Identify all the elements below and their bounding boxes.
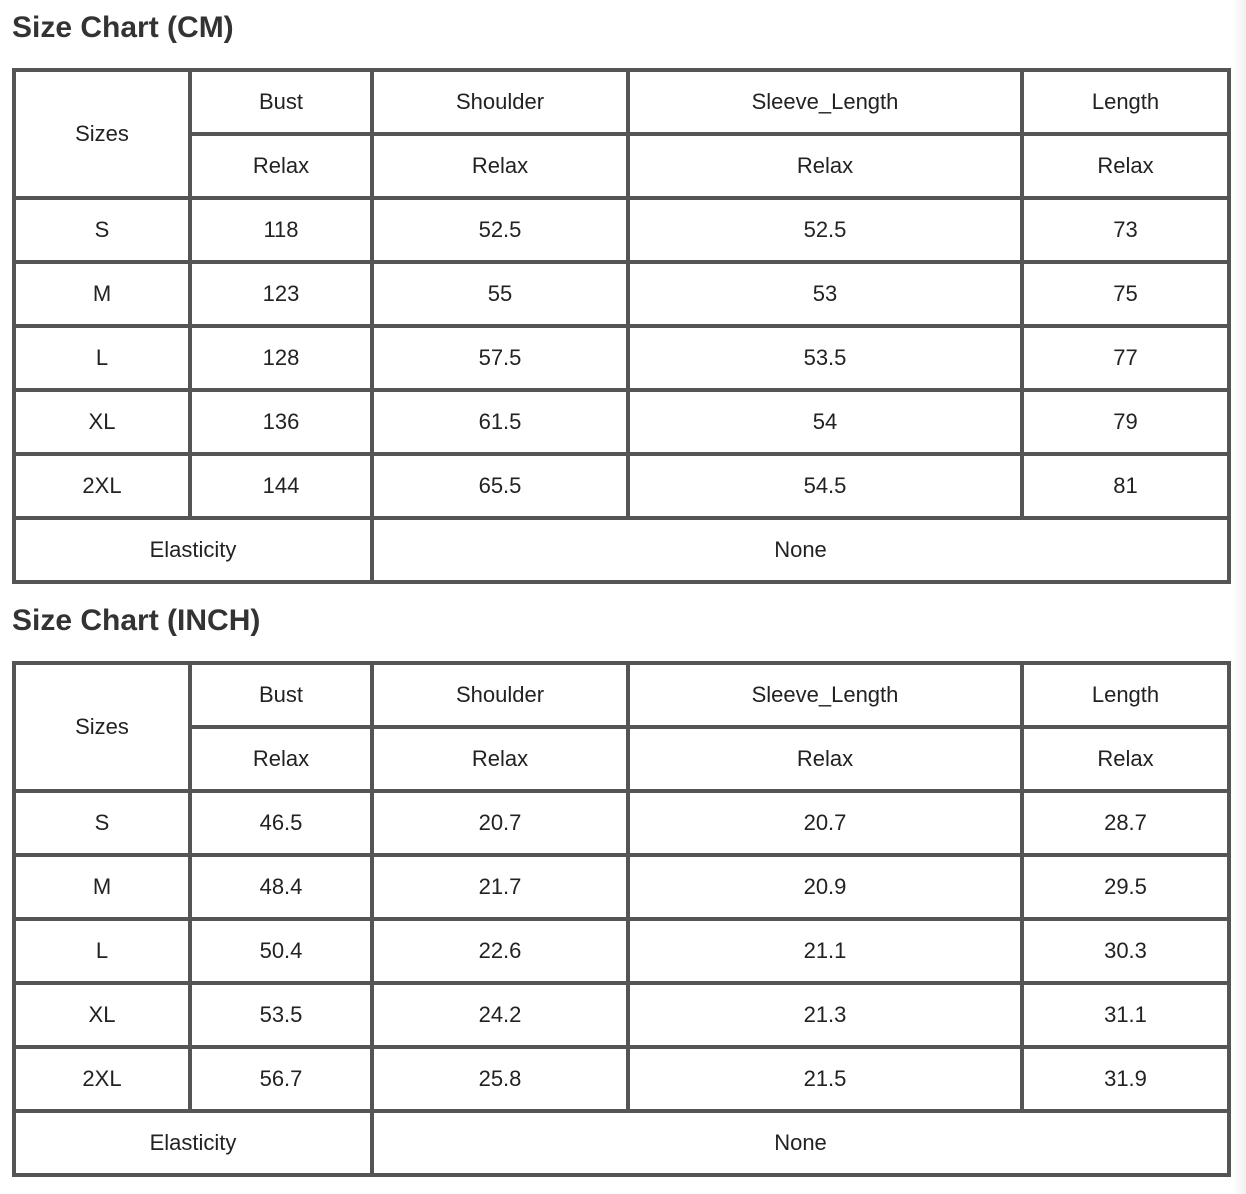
table-cell: 24.2 [372,983,628,1047]
subheader-cell: Relax [372,134,628,198]
table-cell: 81 [1022,454,1229,518]
table-cell: 21.1 [628,919,1022,983]
table-row [14,198,1229,262]
size-cell: S [14,791,190,855]
table-row [14,390,1229,454]
size-cell: 2XL [14,1047,190,1111]
table-cell: 128 [190,326,372,390]
table-cell: 118 [190,198,372,262]
subheader-cell: Relax [628,727,1022,791]
table-cell: 75 [1022,262,1229,326]
table-subheader-row [14,134,1229,198]
table-cell: 73 [1022,198,1229,262]
table-cell: 61.5 [372,390,628,454]
table-footer-row [14,1111,1229,1175]
table-cell: 52.5 [372,198,628,262]
size-cell: L [14,919,190,983]
table-cell: 79 [1022,390,1229,454]
table-subheader-row [14,727,1229,791]
size-cell: XL [14,390,190,454]
column-header-length: Length [1022,70,1229,134]
subheader-cell: Relax [372,727,628,791]
sizes-header: Sizes [14,663,190,791]
table-cell: 22.6 [372,919,628,983]
subheader-cell: Relax [1022,134,1229,198]
table-row [14,454,1229,518]
table-cell: 30.3 [1022,919,1229,983]
size-cell: M [14,262,190,326]
table-cell: 54 [628,390,1022,454]
chart-title: Size Chart (CM) [12,11,234,44]
table-cell: 21.5 [628,1047,1022,1111]
page-edge-shade [1232,0,1246,1194]
table-cell: 46.5 [190,791,372,855]
table-header-row [14,70,1229,134]
size-cell: XL [14,983,190,1047]
table-row [14,983,1229,1047]
table-row [14,1047,1229,1111]
table-cell: 136 [190,390,372,454]
subheader-cell: Relax [190,134,372,198]
column-header-bust: Bust [190,70,372,134]
table-cell: 21.3 [628,983,1022,1047]
table-cell: 55 [372,262,628,326]
table-header-row [14,663,1229,727]
size-cell: S [14,198,190,262]
chart-title: Size Chart (INCH) [12,604,261,637]
table-cell: 21.7 [372,855,628,919]
table-cell: 50.4 [190,919,372,983]
table-row [14,855,1229,919]
table-cell: 53 [628,262,1022,326]
table-cell: 53.5 [190,983,372,1047]
table-cell: 65.5 [372,454,628,518]
column-header-shoulder: Shoulder [372,663,628,727]
elasticity-value: None [372,518,1229,582]
table-row [14,326,1229,390]
table-cell: 31.9 [1022,1047,1229,1111]
table-cell: 123 [190,262,372,326]
table-row [14,919,1229,983]
sizes-header: Sizes [14,70,190,198]
size-cell: 2XL [14,454,190,518]
table-cell: 54.5 [628,454,1022,518]
column-header-sleeve-length: Sleeve_Length [628,70,1022,134]
subheader-cell: Relax [1022,727,1229,791]
elasticity-value: None [372,1111,1229,1175]
column-header-sleeve-length: Sleeve_Length [628,663,1022,727]
size-table [12,661,1231,1177]
subheader-cell: Relax [628,134,1022,198]
table-cell: 57.5 [372,326,628,390]
elasticity-label: Elasticity [14,518,372,582]
table-cell: 31.1 [1022,983,1229,1047]
table-cell: 48.4 [190,855,372,919]
table-cell: 25.8 [372,1047,628,1111]
size-cell: M [14,855,190,919]
table-row [14,262,1229,326]
subheader-cell: Relax [190,727,372,791]
table-cell: 20.7 [628,791,1022,855]
size-table [12,68,1231,584]
table-cell: 28.7 [1022,791,1229,855]
elasticity-label: Elasticity [14,1111,372,1175]
table-cell: 53.5 [628,326,1022,390]
table-cell: 20.7 [372,791,628,855]
table-cell: 29.5 [1022,855,1229,919]
column-header-shoulder: Shoulder [372,70,628,134]
table-cell: 77 [1022,326,1229,390]
table-cell: 20.9 [628,855,1022,919]
column-header-length: Length [1022,663,1229,727]
table-cell: 56.7 [190,1047,372,1111]
size-cell: L [14,326,190,390]
column-header-bust: Bust [190,663,372,727]
table-row [14,791,1229,855]
table-cell: 52.5 [628,198,1022,262]
table-cell: 144 [190,454,372,518]
table-footer-row [14,518,1229,582]
